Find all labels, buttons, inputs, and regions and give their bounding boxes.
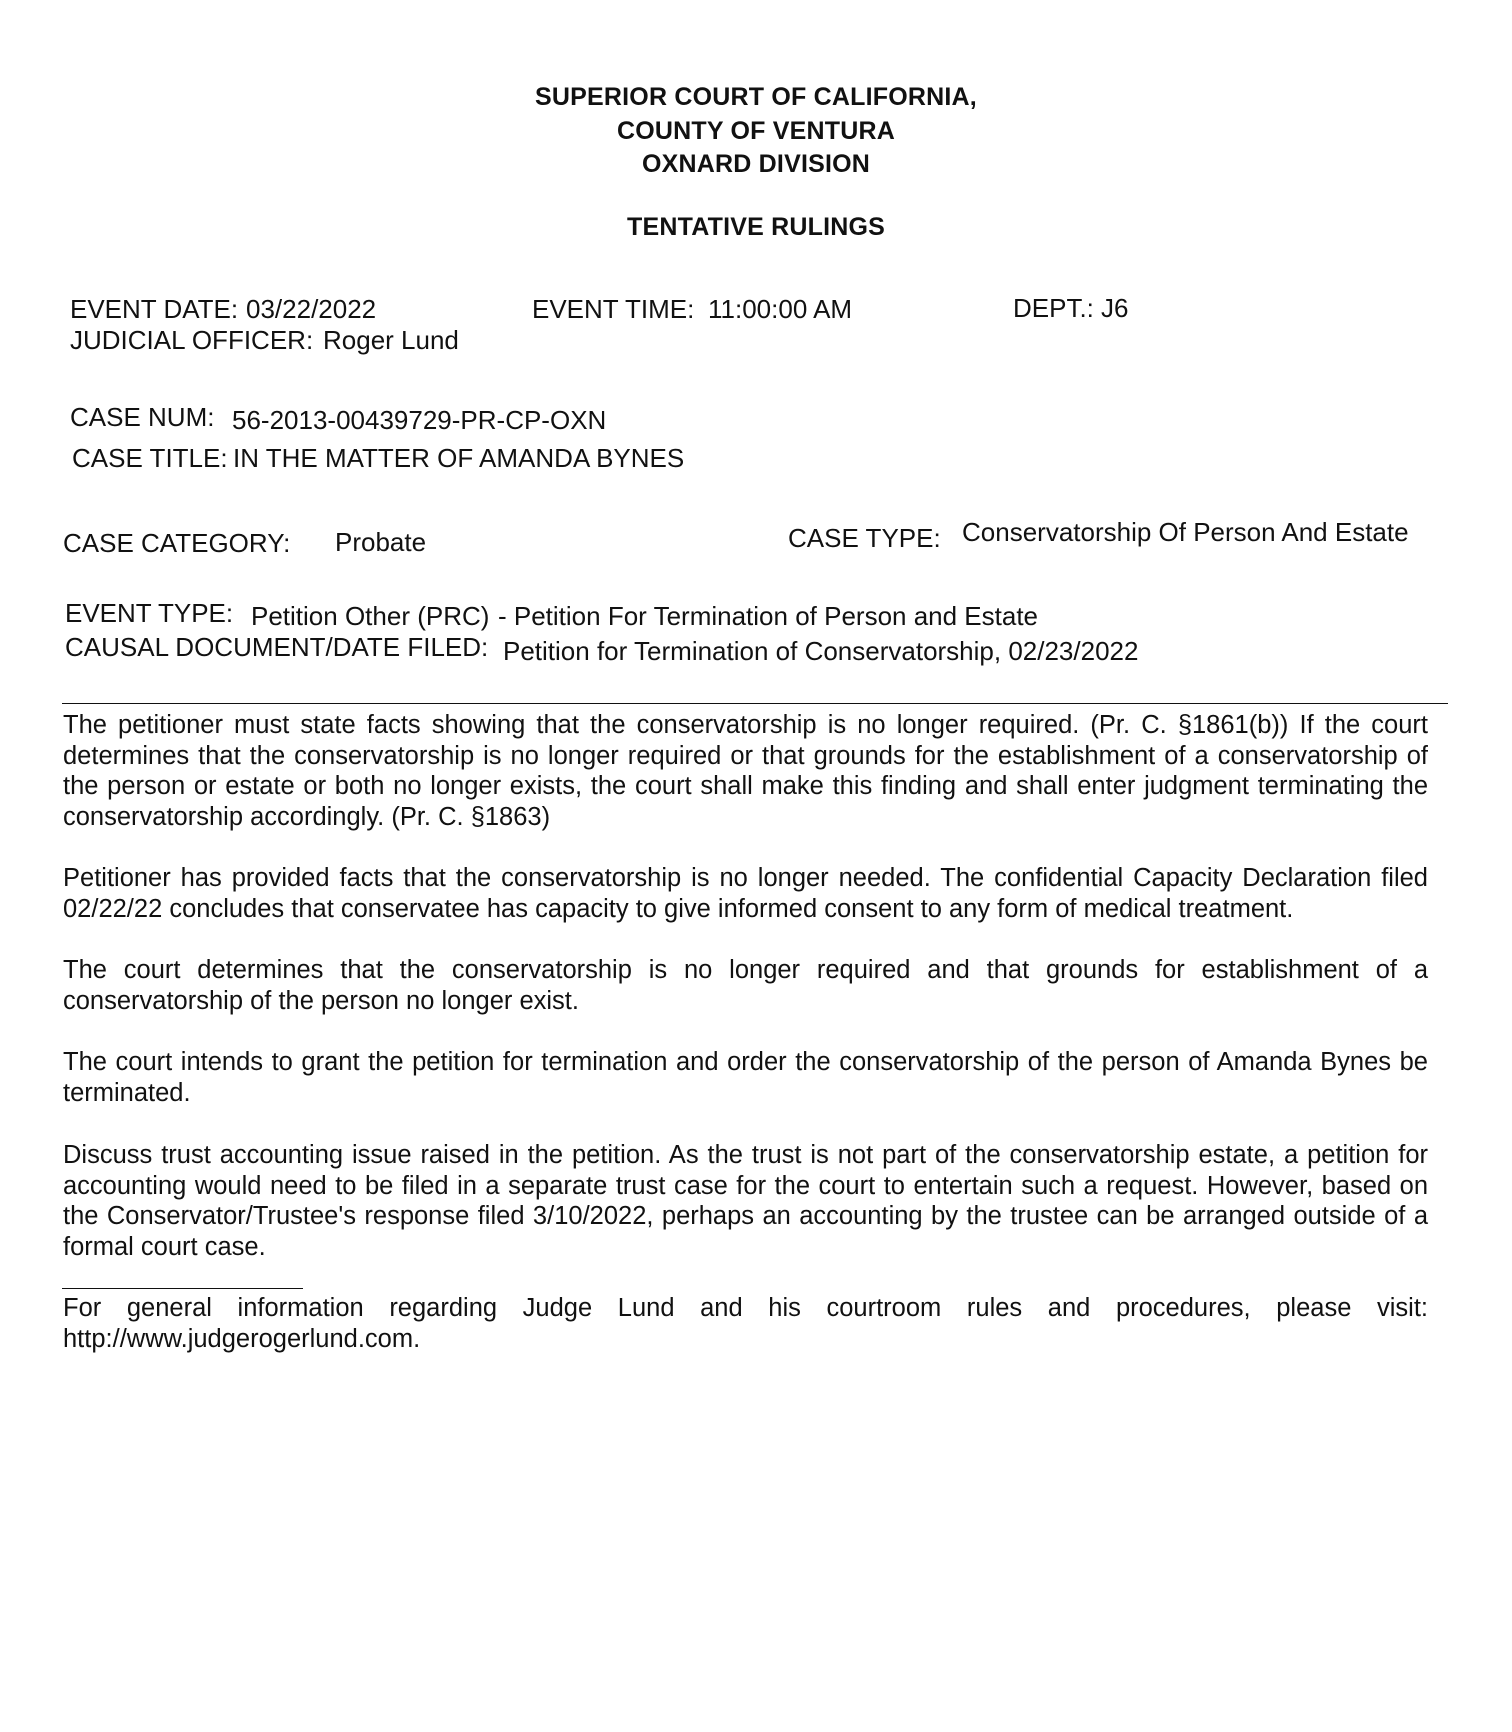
ruling-paragraph-3: The court determines that the conservatorship is no longer required and that grounds for establishment of a conservatorship of the person no longer exist. (63, 956, 1428, 1015)
dept-value: J6 (1101, 293, 1129, 323)
case-type-label: CASE TYPE: (788, 523, 941, 553)
county-name: COUNTY OF VENTURA (617, 117, 895, 145)
event-date-value: 03/22/2022 (246, 294, 377, 324)
case-category-value: Probate (335, 527, 427, 557)
dept-label: DEPT.: (1013, 293, 1094, 323)
ruling-paragraph-4: The court intends to grant the petition for termination and order the conservatorship of the person of Amanda Bynes be terminated. (63, 1048, 1428, 1107)
event-type-code: Petition Other (PRC) (251, 601, 490, 631)
event-type-description: - Petition For Termination of Person and Estate (498, 601, 1039, 631)
document-title: TENTATIVE RULINGS (626, 213, 886, 241)
footer-note: For general information regarding Judge Lund and his courtroom rules and procedures, please visit: http://www.judgerogerlund.com. (63, 1294, 1428, 1353)
division-name: OXNARD DIVISION (641, 150, 871, 178)
event-type-label: EVENT TYPE: (65, 598, 234, 628)
case-title-label: CASE TITLE: (72, 443, 228, 473)
ruling-paragraph-5: Discuss trust accounting issue raised in the petition. As the trust is not part of the conservatorship estate, a petition for accounting would need to be filed in a separate trust case for the court to entertain such a request. However, based on the Conservator/Trustee's response filed 3/10/2022, perhaps an accounting by the trustee can be arranged outside of a formal court case. (63, 1141, 1428, 1261)
case-num-value: 56-2013-00439729-PR-CP-OXN (232, 405, 607, 435)
event-time-label: EVENT TIME: (532, 294, 695, 324)
case-title-value: IN THE MATTER OF AMANDA BYNES (233, 443, 685, 473)
section-divider (62, 703, 1448, 704)
event-date-label: EVENT DATE: (70, 294, 239, 324)
footnote-divider (62, 1288, 303, 1289)
event-time-value: 11:00:00 AM (708, 294, 853, 324)
case-category-label: CASE CATEGORY: (63, 528, 291, 558)
causal-document-label: CAUSAL DOCUMENT/DATE FILED: (65, 632, 489, 662)
ruling-paragraph-1: The petitioner must state facts showing that the conservatorship is no longer required. (Pr. C. §1861(b)) If the court determines that the conservatorship is no longer required or that grounds for the establishment of a conservatorship of the person or estate or both no longer exists, the court shall make this finding and shall enter judgment terminating the conservatorship accordingly. (Pr. C. §1863) (63, 711, 1428, 831)
case-num-label: CASE NUM: (70, 402, 215, 432)
judicial-officer-label: JUDICIAL OFFICER: (70, 325, 314, 355)
case-type-value: Conservatorship Of Person And Estate (962, 517, 1409, 547)
ruling-paragraph-2: Petitioner has provided facts that the conservatorship is no longer needed. The confidential Capacity Declaration filed 02/22/22 concludes that conservatee has capacity to give informed consent to any form of medical treatment. (63, 864, 1428, 923)
causal-document-value: Petition for Termination of Conservatorship, 02/23/2022 (503, 636, 1139, 666)
judicial-officer-value: Roger Lund (323, 325, 459, 355)
court-name: SUPERIOR COURT OF CALIFORNIA, (535, 83, 977, 111)
